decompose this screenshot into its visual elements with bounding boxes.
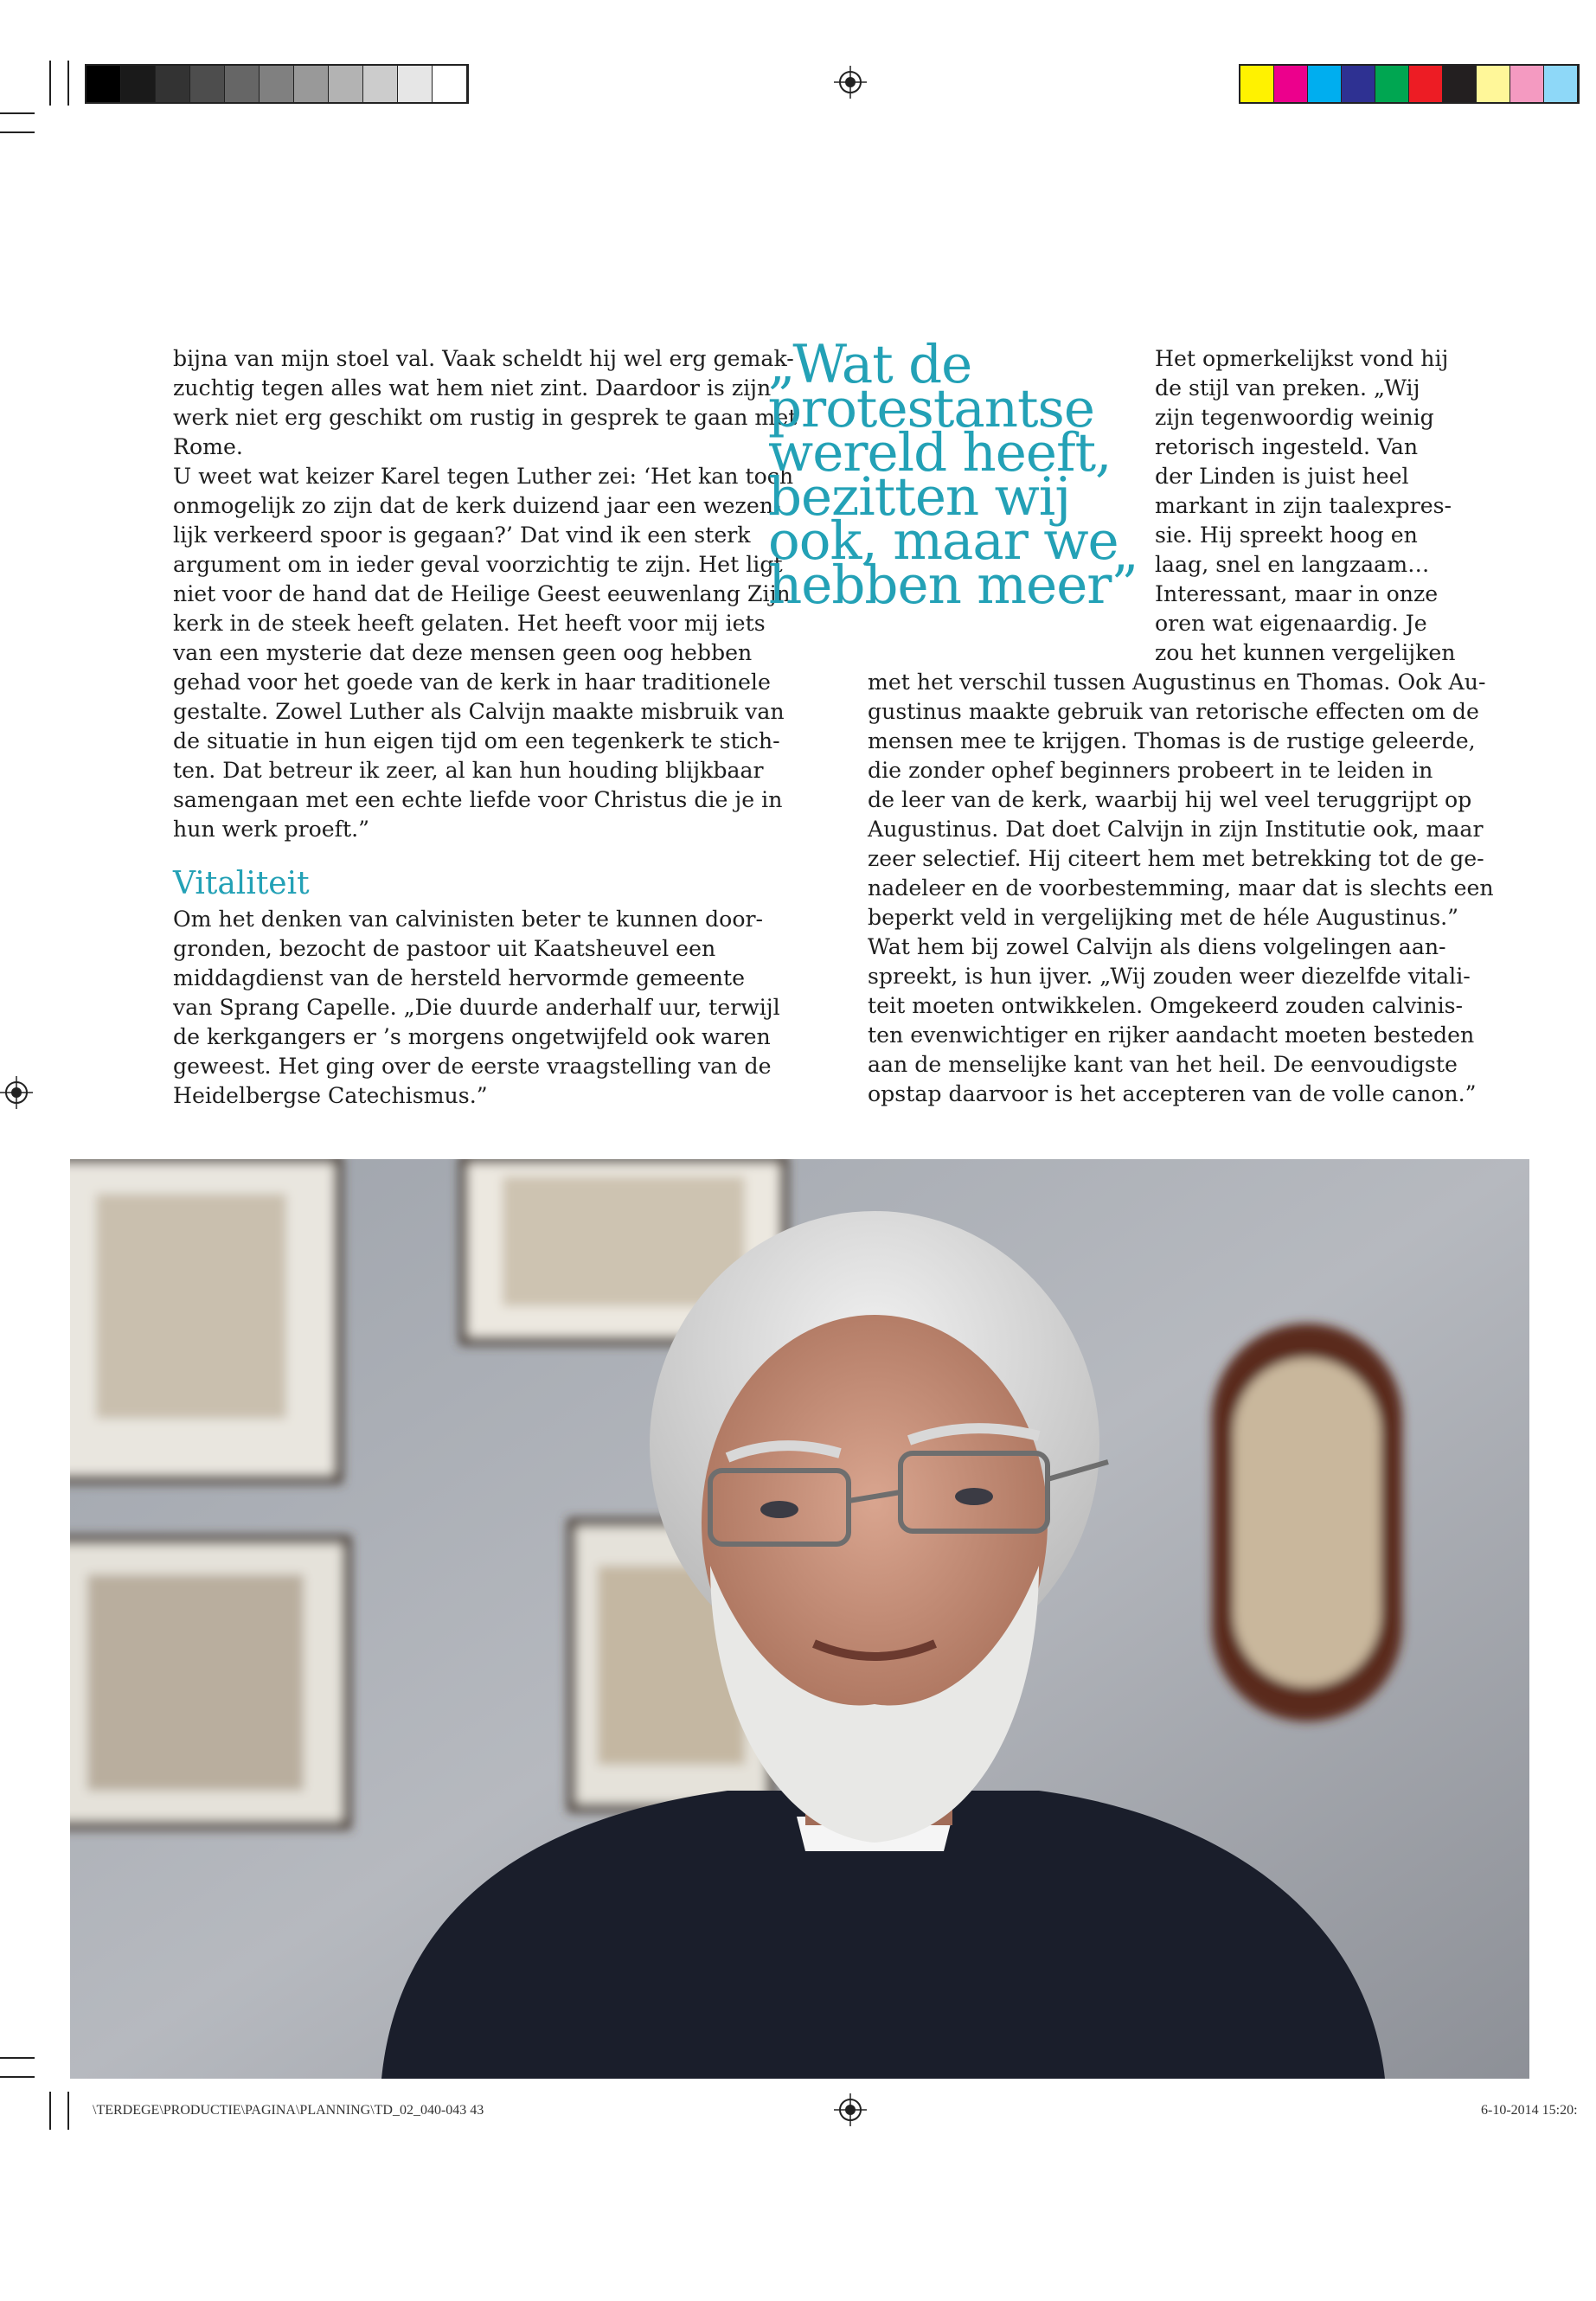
- calibration-swatch: [398, 66, 433, 102]
- crop-mark: [67, 2092, 69, 2130]
- text-line: oren wat eigenaardig. Je: [1155, 611, 1427, 636]
- crop-mark: [49, 61, 51, 106]
- text-line: de leer van de kerk, waarbij hij wel veel teruggrijpt op: [868, 787, 1472, 812]
- text-line: zijn tegenwoordig weinig: [1155, 405, 1434, 430]
- registration-mark-icon: [834, 2093, 867, 2126]
- pull-quote-line: bezitten wij: [768, 466, 1071, 528]
- calibration-swatch: [294, 66, 329, 102]
- registration-mark-icon: [0, 1076, 33, 1109]
- calibration-swatch: [363, 66, 398, 102]
- subheading-vitaliteit: Vitaliteit: [173, 866, 310, 901]
- calibration-swatch: [156, 66, 190, 102]
- text-line: retorisch ingesteld. Van: [1155, 434, 1419, 459]
- text-line: niet voor de hand dat de Heilige Geest eeuwenlang Zijn: [173, 581, 791, 606]
- pull-quote-line: ook, maar we: [768, 510, 1118, 572]
- text-line: laag, snel en langzaam…: [1155, 552, 1430, 577]
- text-line: de situatie in hun eigen tijd om een tegenkerk te stich-: [173, 728, 780, 753]
- text-line: markant in zijn taalexpres-: [1155, 493, 1452, 518]
- text-line: werk niet erg geschikt om rustig in gesprek te gaan met: [173, 405, 798, 430]
- text-line: opstap daarvoor is het accepteren van de volle canon.”: [868, 1081, 1477, 1106]
- text-line: kerk in de steek heeft gelaten. Het heeft voor mij iets: [173, 611, 766, 636]
- calibration-swatch: [190, 66, 225, 102]
- text-line: die zonder ophef beginners probeert in te leiden in: [868, 758, 1433, 783]
- text-line: middagdienst van de hersteld hervormde gemeente: [173, 965, 745, 990]
- calibration-swatch: [225, 66, 260, 102]
- slug-file-path: \TERDEGE\PRODUCTIE\PAGINA\PLANNING\TD_02_040-043 43: [93, 2103, 484, 2118]
- crop-mark: [0, 2057, 35, 2059]
- calibration-swatch: [1544, 66, 1578, 102]
- text-line: gehad voor het goede van de kerk in haar traditionele: [173, 670, 771, 695]
- pull-quote-line: wereld heeft,: [768, 422, 1112, 484]
- text-line: Rome.: [173, 434, 243, 459]
- text-line: geweest. Het ging over de eerste vraagstelling van de: [173, 1054, 772, 1079]
- calibration-swatch: [1274, 66, 1308, 102]
- text-line: sie. Hij spreekt hoog en: [1155, 522, 1418, 548]
- text-line: hun werk proeft.”: [173, 817, 370, 842]
- text-line: onmogelijk zo zijn dat de kerk duizend jaar een wezen-: [173, 493, 781, 518]
- pull-quote-line: hebben meer”: [768, 554, 1138, 616]
- text-line: argument om in ieder geval voorzichtig te zijn. Het ligt: [173, 552, 783, 577]
- article-left-column-after-subheading: [173, 905, 780, 1111]
- calibration-swatch: [329, 66, 363, 102]
- text-line: ten. Dat betreur ik zeer, al kan hun houding blijkbaar: [173, 758, 764, 783]
- text-line: Interessant, maar in onze: [1155, 581, 1439, 606]
- calibration-swatch: [1477, 66, 1510, 102]
- calibration-swatch: [260, 66, 294, 102]
- pull-quote: [768, 334, 1149, 616]
- text-line: met het verschil tussen Augustinus en Thomas. Ook Au-: [868, 670, 1486, 695]
- grayscale-calibration-bar: [85, 64, 469, 104]
- crop-mark: [0, 112, 35, 114]
- text-line: teit moeten ontwikkelen. Omgekeerd zouden calvinis-: [868, 993, 1464, 1018]
- pull-quote-line: „Wat de: [768, 334, 972, 395]
- text-line: U weet wat keizer Karel tegen Luther zei: ‘Het kan toch: [173, 464, 794, 489]
- portrait-illustration: [70, 1159, 1529, 2079]
- text-line: gustinus maakte gebruik van retorische effecten om de: [868, 699, 1479, 724]
- calibration-swatch: [1443, 66, 1477, 102]
- crop-mark: [49, 2092, 51, 2130]
- text-line: de kerkgangers er ’s morgens ongetwijfeld ook waren: [173, 1024, 771, 1049]
- article-right-narrow-column: [1155, 344, 1456, 668]
- text-line: lijk verkeerd spoor is gegaan?’ Dat vind ik een sterk: [173, 522, 751, 548]
- text-line: zeer selectief. Hij citeert hem met betrekking tot de ge-: [868, 846, 1484, 871]
- calibration-swatch: [1342, 66, 1375, 102]
- crop-mark: [67, 61, 69, 106]
- text-line: van een mysterie dat deze mensen geen oog hebben: [173, 640, 753, 665]
- text-line: der Linden is juist heel: [1155, 464, 1409, 489]
- text-line: gronden, bezocht de pastoor uit Kaatsheuvel een: [173, 936, 716, 961]
- article-left-column: [173, 344, 798, 844]
- text-line: spreekt, is hun ijver. „Wij zouden weer diezelfde vitali-: [868, 964, 1471, 989]
- text-line: zou het kunnen vergelijken: [1155, 640, 1456, 665]
- text-line: gestalte. Zowel Luther als Calvijn maakte misbruik van: [173, 699, 785, 724]
- text-line: Het opmerkelijkst vond hij: [1155, 346, 1449, 371]
- left-paragraphs-2: [173, 905, 780, 1111]
- registration-mark-icon: [834, 66, 867, 99]
- text-line: beperkt veld in vergelijking met de héle Augustinus.”: [868, 905, 1459, 930]
- text-line: Om het denken van calvinisten beter te kunnen door-: [173, 907, 764, 932]
- text-line: Augustinus. Dat doet Calvijn in zijn Institutie ook, maar: [868, 817, 1484, 842]
- calibration-swatch: [1409, 66, 1443, 102]
- calibration-swatch: [1510, 66, 1544, 102]
- calibration-swatch: [87, 66, 121, 102]
- crop-mark: [0, 131, 35, 133]
- text-line: nadeleer en de voorbestemming, maar dat is slechts een: [868, 875, 1494, 901]
- crop-mark: [0, 2076, 35, 2078]
- calibration-swatch: [1240, 66, 1274, 102]
- text-line: bijna van mijn stoel val. Vaak scheldt hij wel erg gemak-: [173, 346, 794, 371]
- text-line: Heidelbergse Catechismus.”: [173, 1083, 488, 1108]
- pull-quote-line: protestantse: [768, 378, 1094, 439]
- text-line: mensen mee te krijgen. Thomas is de rustige geleerde,: [868, 728, 1476, 753]
- portrait-photo: [70, 1159, 1529, 2079]
- text-line: ten evenwichtiger en rijker aandacht moeten besteden: [868, 1022, 1475, 1048]
- calibration-swatch: [121, 66, 156, 102]
- text-line: aan de menselijke kant van het heil. De eenvoudigste: [868, 1052, 1458, 1077]
- calibration-swatch: [1375, 66, 1409, 102]
- text-line: Wat hem bij zowel Calvijn als diens volgelingen aan-: [868, 934, 1446, 959]
- left-paragraphs: [173, 344, 798, 844]
- article-right-column: [868, 668, 1494, 1109]
- calibration-swatch: [1308, 66, 1342, 102]
- slug-date: 6-10-2014 15:20:: [1481, 2103, 1578, 2118]
- calibration-swatch: [433, 66, 467, 102]
- text-line: zuchtig tegen alles wat hem niet zint. Daardoor is zijn: [173, 375, 772, 401]
- color-calibration-bar: [1239, 64, 1580, 104]
- text-line: samengaan met een echte liefde voor Christus die je in: [173, 787, 783, 812]
- text-line: de stijl van preken. „Wij: [1155, 375, 1420, 401]
- text-line: van Sprang Capelle. „Die duurde anderhalf uur, terwijl: [173, 995, 780, 1020]
